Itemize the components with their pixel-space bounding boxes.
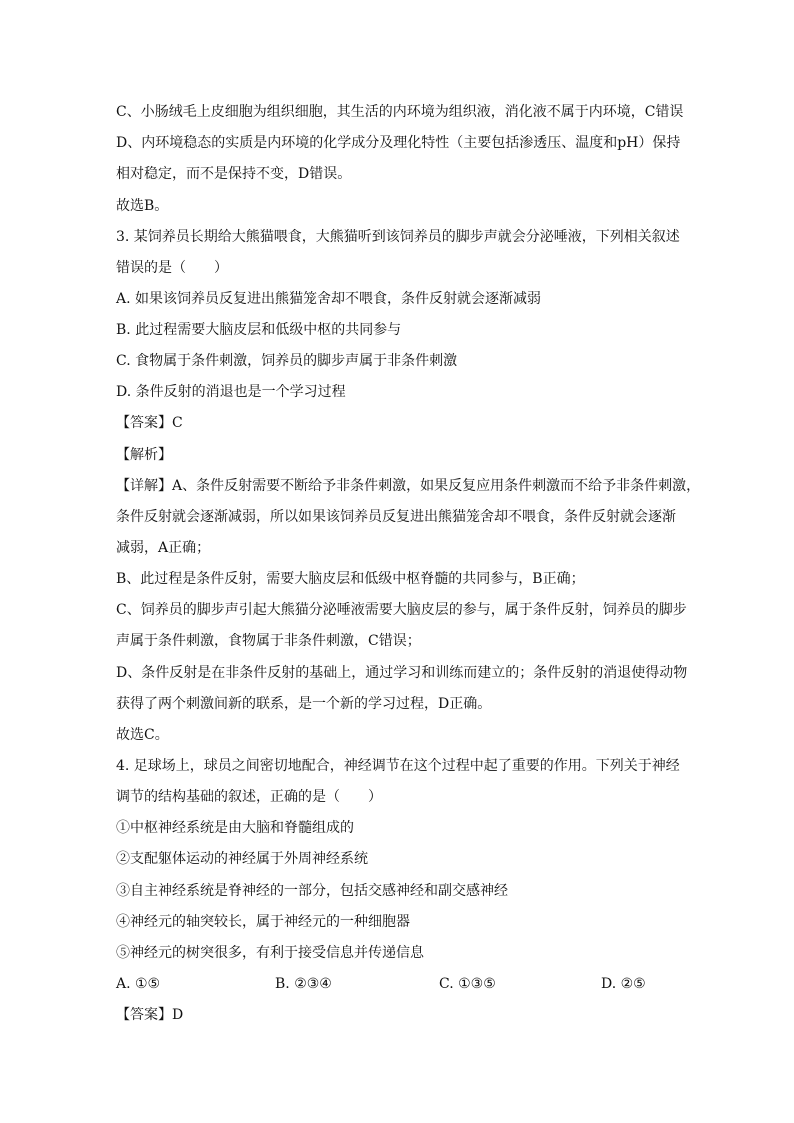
explanation-line-d-cont: 相对稳定，而不是保持不变，D错误。: [116, 166, 352, 182]
analysis-heading-q3: 【解析】: [116, 447, 172, 463]
answer-q3: 【答案】C: [116, 415, 183, 431]
conclusion-q2: 故选B。: [116, 198, 169, 214]
detail-line-6: 声属于条件刺激，食物属于非条件刺激，C错误；: [116, 633, 421, 649]
question-3-option-a: A. 如果该饲养员反复进出熊猫笼舍却不喂食，条件反射就会逐渐减弱: [116, 291, 542, 307]
question-4-option-a: A. ①⑤: [116, 976, 161, 992]
explanation-line-d: D、内环境稳态的实质是内环境的化学成分及理化特性（主要包括渗透压、温度和pH）保持: [116, 135, 681, 151]
detail-line-1: 【详解】A、条件反射需要不断给予非条件刺激，如果反复应用条件刺激而不给予非条件刺激，: [116, 478, 701, 494]
detail-line-8: 获得了两个刺激间新的联系，是一个新的学习过程，D正确。: [116, 696, 492, 712]
conclusion-q3: 故选C。: [116, 727, 169, 743]
explanation-line-c: C、小肠绒毛上皮细胞为组织细胞，其生活的内环境为组织液，消化液不属于内环境，C错误: [116, 104, 684, 120]
detail-line-4: B、此过程是条件反射，需要大脑皮层和低级中枢脊髓的共同参与，B正确；: [116, 571, 585, 587]
question-3-option-d: D. 条件反射的消退也是一个学习过程: [116, 384, 346, 400]
question-4-statement-3: ③自主神经系统是脊神经的一部分，包括交感神经和副交感神经: [116, 883, 508, 899]
question-4-statement-4: ④神经元的轴突较长，属于神经元的一种细胞器: [116, 914, 410, 930]
question-3-option-c: C. 食物属于条件刺激，饲养员的脚步声属于非条件刺激: [116, 353, 458, 369]
question-4-statement-1: ①中枢神经系统是由大脑和脊髓组成的: [116, 820, 354, 836]
answer-q4: 【答案】D: [116, 1007, 184, 1023]
question-3-stem: 3. 某饲养员长期给大熊猫喂食，大熊猫听到该饲养员的脚步声就会分泌唾液，下列相关叙述: [116, 229, 680, 245]
question-4-stem-cont: 调节的结构基础的叙述，正确的是（ ）: [116, 789, 382, 805]
question-4-stem: 4. 足球场上，球员之间密切地配合，神经调节在这个过程中起了重要的作用。下列关于神经: [116, 758, 680, 774]
question-4-statement-5: ⑤神经元的树突很多，有利于接受信息并传递信息: [116, 945, 424, 961]
detail-line-5: C、饲养员的脚步声引起大熊猫分泌唾液需要大脑皮层的参与，属于条件反射，饲养员的脚步: [116, 602, 687, 618]
question-4-option-d: D. ②⑤: [601, 976, 646, 992]
question-4-option-b: B. ②③④: [275, 976, 332, 992]
detail-line-3: 减弱，A正确；: [116, 540, 211, 556]
detail-line-7: D、条件反射是在非条件反射的基础上，通过学习和训练而建立的；条件反射的消退使得动物: [116, 665, 688, 681]
question-3-stem-cont: 错误的是（ ）: [116, 260, 228, 276]
detail-line-2: 条件反射就会逐渐减弱，所以如果该饲养员反复进出熊猫笼舍却不喂食，条件反射就会逐渐: [116, 509, 676, 525]
question-4-option-c: C. ①③⑤: [439, 976, 496, 992]
question-4-statement-2: ②支配躯体运动的神经属于外周神经系统: [116, 851, 368, 867]
question-3-option-b: B. 此过程需要大脑皮层和低级中枢的共同参与: [116, 322, 402, 338]
